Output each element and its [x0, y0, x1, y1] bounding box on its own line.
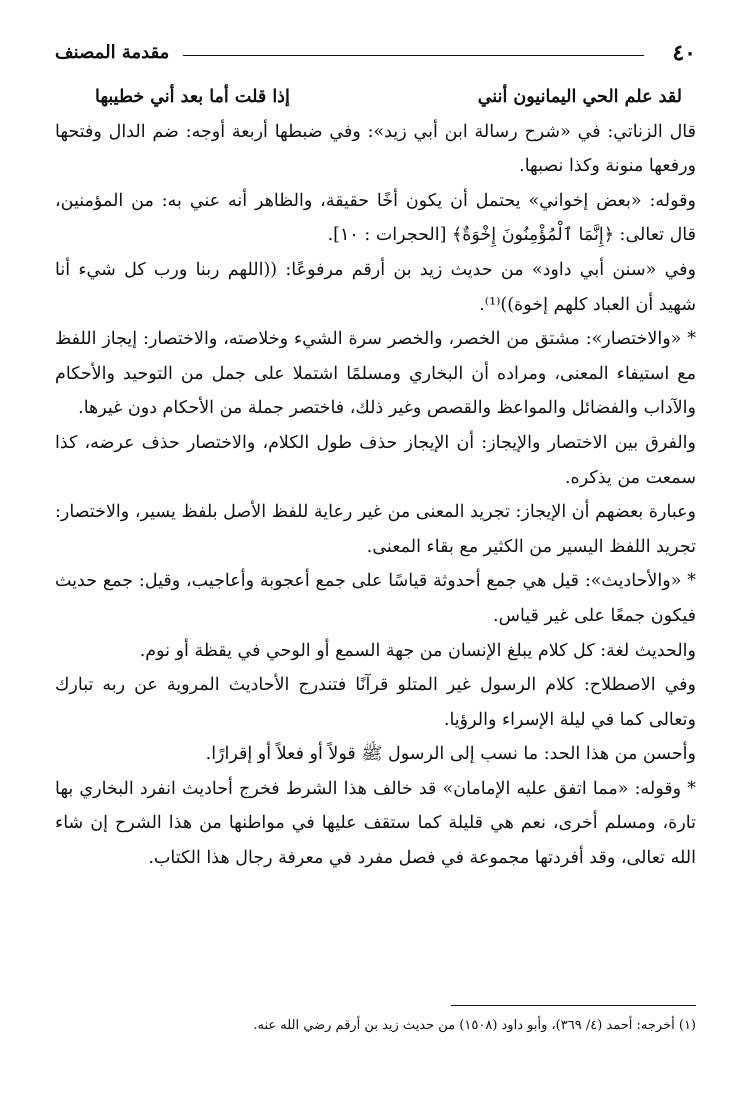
footnote-separator [451, 1005, 696, 1006]
footnote: (١) أخرجه: أحمد (٤/ ٣٦٩)، وأبو داود (١٥٠٨) من حديث زيد بن أرقم رضي الله عنه. [253, 1018, 696, 1033]
paragraph: * «والأحاديث»: قيل هي جمع أحدوثة قياسًا على جمع أعجوبة وأعاجيب، وقيل: جمع حديث فيكون جمعًا على غير قياس. [55, 571, 696, 626]
paragraph: وفي الاصطلاح: كلام الرسول غير المتلو قرآنًا فتندرج الأحاديث المروية عن ربه تبارك وتعالى كما في ليلة الإسراء والرؤيا. [55, 675, 696, 730]
poetry-verse [55, 80, 696, 115]
paragraph: وعبارة بعضهم أن الإيجاز: تجريد المعنى من غير رعاية للفظ الأصل بلفظ يسير، والاختصار: تجريد اللفظ اليسير من الكثير مع بقاء المعنى. [55, 502, 696, 557]
paragraph: وأحسن من هذا الحد: ما نسب إلى الرسول ﷺ قولاً أو فعلاً أو إقرارًا. [205, 744, 696, 765]
paragraph: * وقوله: «مما اتفق عليه الإمامان» قد خالف هذا الشرط فخرج أحاديث انفرد البخاري بها تارة، ومسلم أخرى، نعم هي قليلة كما ستقف عليها في مواطنها من هذا الشرح إن شاء الله تعالى، وقد أفردتها مجموعة في فصل مفرد في معرفة رجال هذا الكتاب. [55, 778, 696, 869]
paragraph: قال الزناتي: في «شرح رسالة ابن أبي زيد»: وفي ضبطها أربعة أوجه: ضم الدال وفتحها ورفعها منونة وكذا نصبها. [55, 121, 696, 177]
paragraph: وقوله: «بعض إخواني» يحتمل أن يكون أخًا حقيقة، والظاهر أنه عني به: من المؤمنين، قال تعالى: ﴿إِنَّمَا ٱلْمُؤْمِنُونَ إِخْوَةٌ﴾ [الحجرات : ١٠]. [55, 190, 696, 246]
paragraph: وفي «سنن أبي داود» من حديث زيد بن أرقم مرفوعًا: ((اللهم ربنا ورب كل شيء أنا شهيد أن العباد كلهم إخوة))⁽¹⁾. [55, 259, 696, 315]
paragraph: والحديث لغة: كل كلام يبلغ الإنسان من جهة السمع أو الوحي في يقظة أو نوم. [139, 640, 696, 661]
header-rule [183, 55, 644, 56]
page-number: ٤٠ [672, 40, 696, 66]
paragraph: * «والاختصار»: مشتق من الخصر، والخصر سرة الشيء وخلاصته، والاختصار: إيجاز اللفظ مع استيفاء المعنى، ومراده أن البخاري ومسلمًا اشتملا على جمل من التوحيد والأحكام والآداب والفضائل والمواعظ والقصص وغير ذلك، فاختصر جملة من الأحكام دون غيرها. [55, 329, 696, 419]
page-header [55, 38, 696, 72]
paragraph: والفرق بين الاختصار والإيجاز: أن الإيجاز حذف طول الكلام، والاختصار حذف عرضه، كذا سمعت من يذكره. [55, 432, 696, 488]
verse-first-hemistich: لقد علم الحي اليمانيون أنني [477, 87, 682, 107]
verse-second-hemistich: إذا قلت أما بعد أني خطيبها [95, 87, 290, 107]
running-title: مقدمة المصنف [55, 42, 170, 63]
page-body [55, 80, 696, 876]
